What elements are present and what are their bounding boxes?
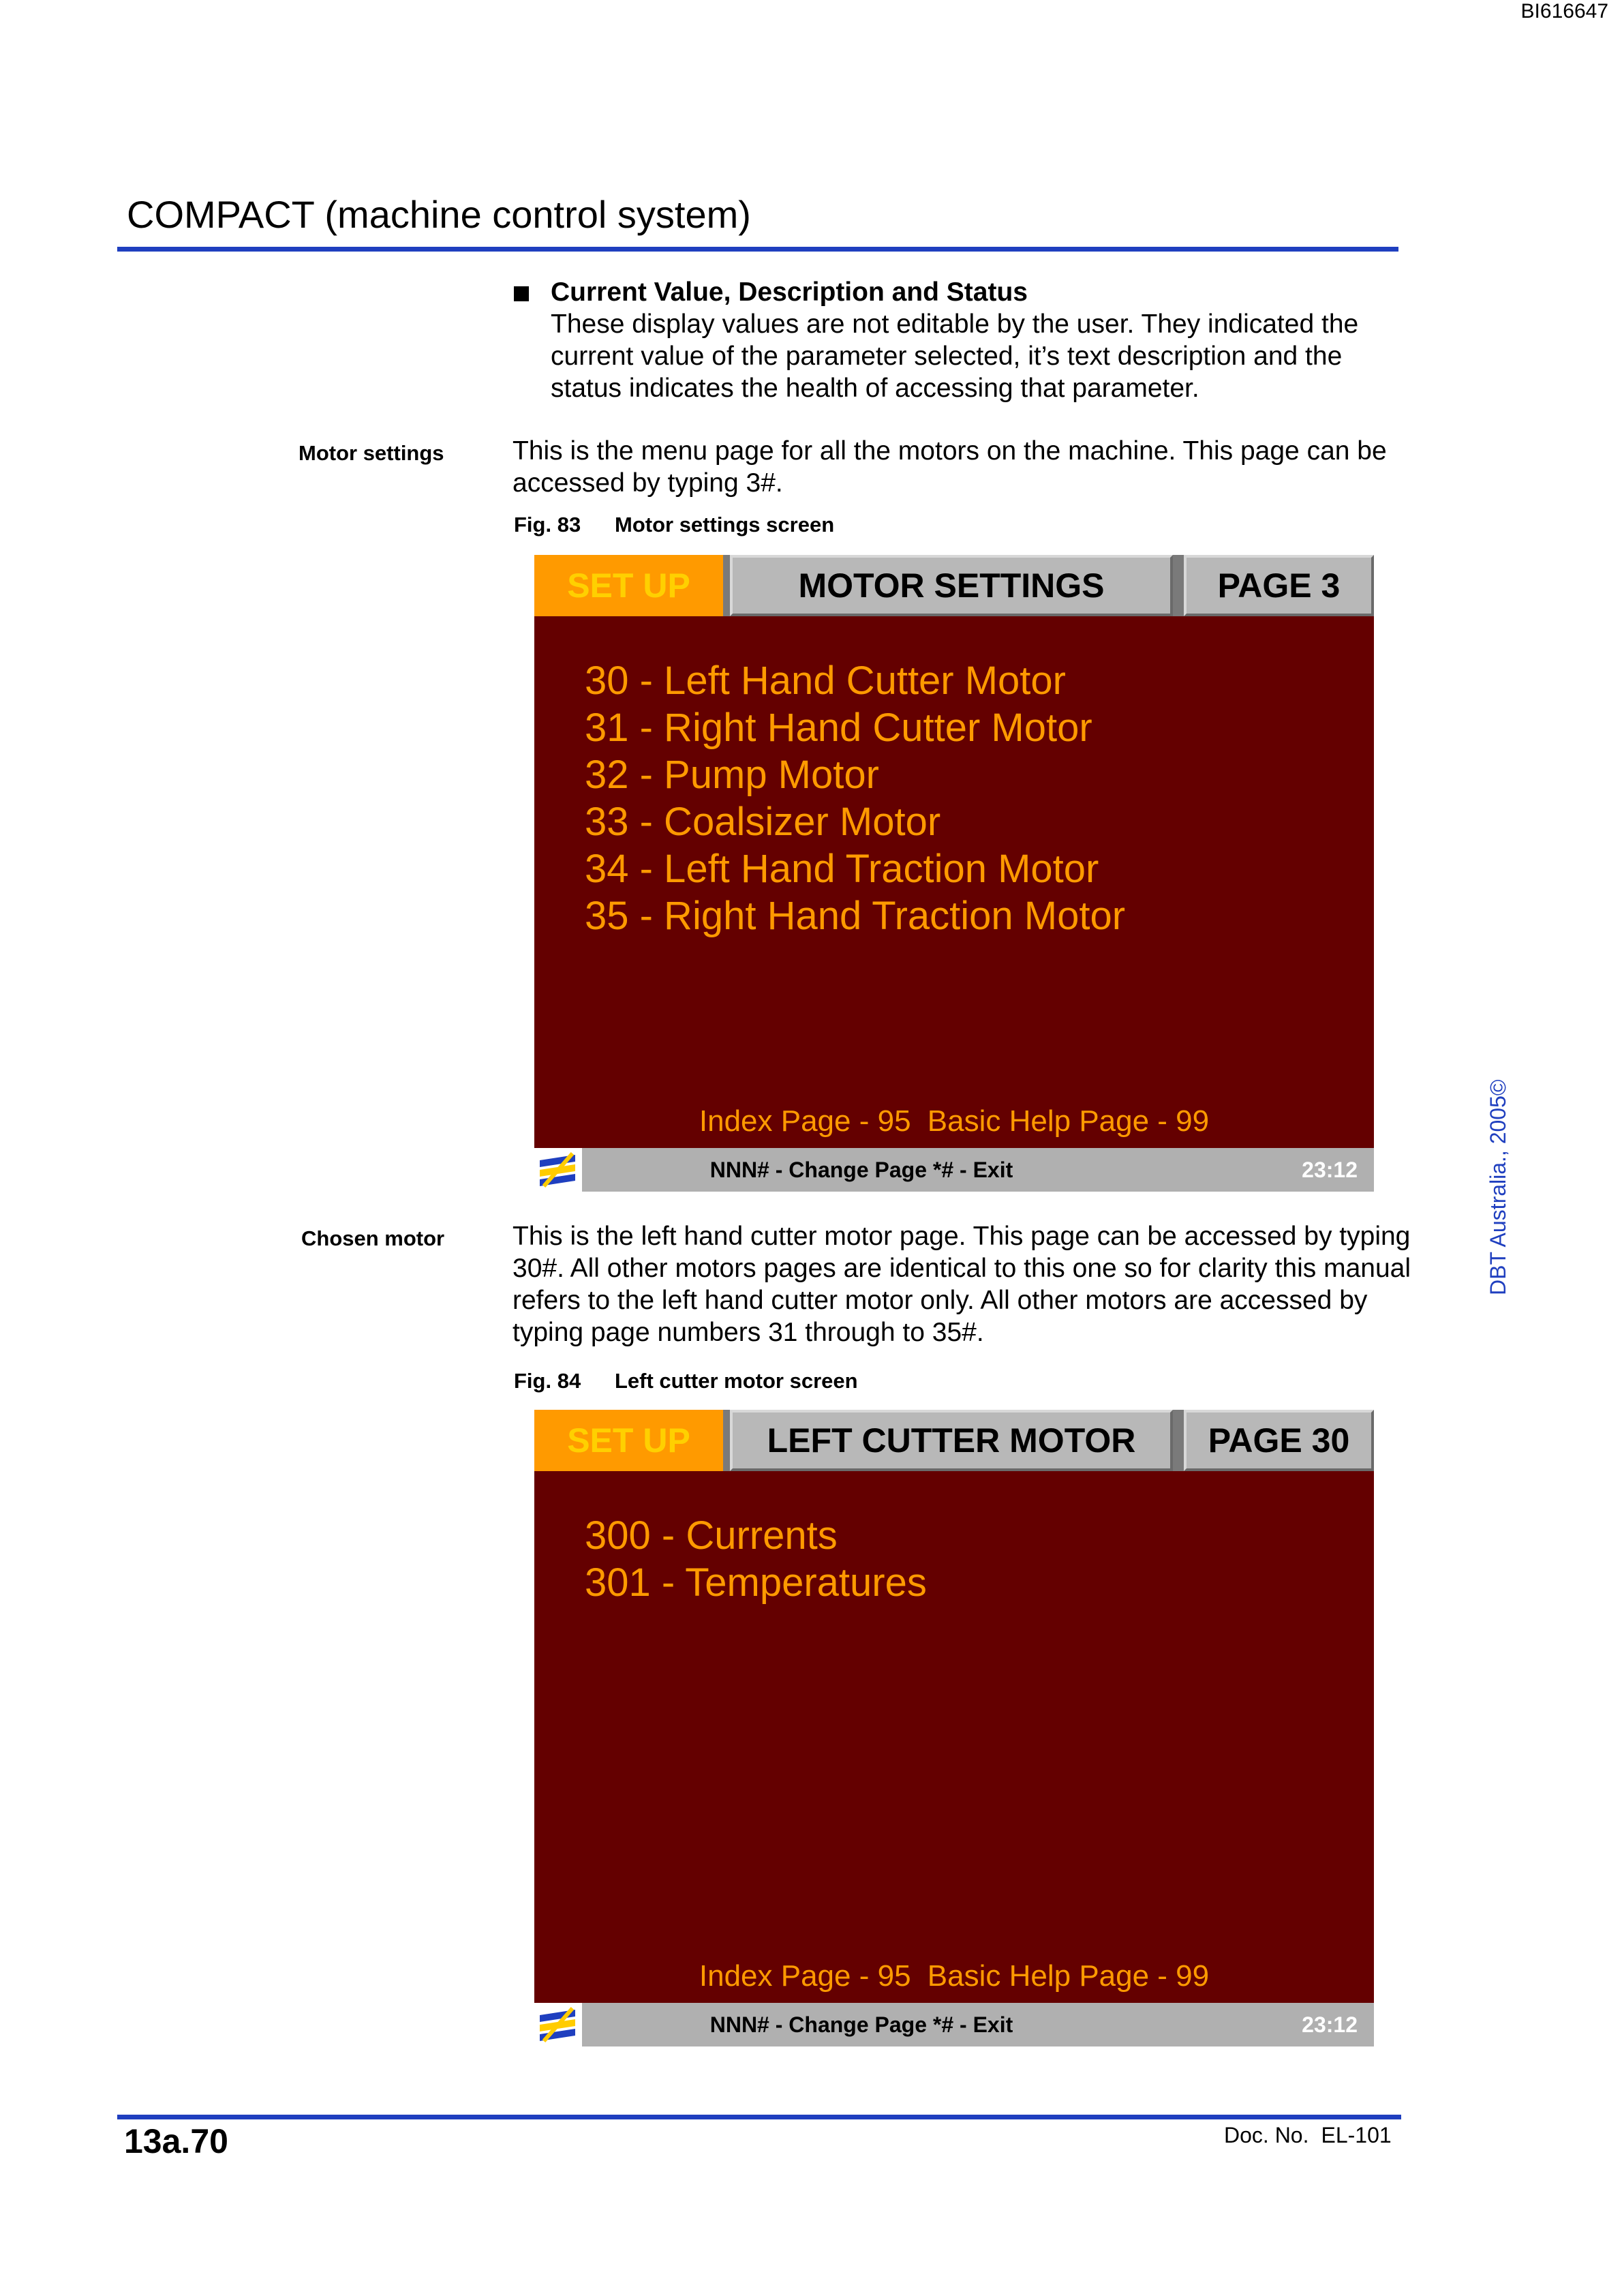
menu-item[interactable]: 34 - Left Hand Traction Motor — [585, 847, 1099, 891]
figure-number: Fig. 84 — [514, 1369, 581, 1393]
header-separator — [723, 555, 730, 616]
clock: 23:12 — [1302, 2012, 1358, 2037]
bullet-block — [551, 276, 1409, 404]
screen-title: MOTOR SETTINGS — [730, 555, 1173, 616]
page-title: COMPACT (machine control system) — [127, 193, 751, 236]
help-line — [534, 1104, 1374, 1138]
left-cutter-motor-screen — [534, 1410, 1374, 2046]
menu-list — [585, 657, 1125, 939]
header-separator — [1173, 1410, 1184, 1471]
index-page-link[interactable]: Index Page - 95 — [699, 1104, 911, 1138]
menu-item[interactable]: 31 - Right Hand Cutter Motor — [585, 706, 1092, 750]
bullet-text: These display values are not editable by the user. They indicated the current value of the parameter selected, it’s text description and the status indicates the health of accessing that parameter. — [551, 309, 1359, 403]
document-number — [1224, 2123, 1392, 2148]
header-separator — [723, 1410, 730, 1471]
header-rule — [117, 247, 1398, 252]
menu-list — [585, 1512, 927, 1606]
setup-tab[interactable]: SET UP — [534, 555, 723, 616]
side-label-motor-settings: Motor settings — [299, 441, 444, 465]
status-bar-text: NNN# - Change Page *# - Exit — [709, 2012, 1013, 2037]
menu-item[interactable]: 300 - Currents — [585, 1513, 838, 1558]
dbt-logo-icon — [534, 2003, 582, 2046]
status-bar — [582, 1148, 1374, 1192]
copyright-note: DBT Australia., 2005© — [1486, 1079, 1510, 1295]
figure-caption-84 — [514, 1369, 858, 1393]
menu-item[interactable]: 301 - Temperatures — [585, 1560, 927, 1605]
basic-help-link[interactable]: Basic Help Page - 99 — [927, 1104, 1210, 1138]
page-indicator: PAGE 30 — [1184, 1410, 1374, 1471]
status-bar-text: NNN# - Change Page *# - Exit — [709, 1158, 1013, 1182]
motor-settings-screen — [534, 555, 1374, 1192]
menu-item[interactable]: 35 - Right Hand Traction Motor — [585, 894, 1126, 938]
figure-number: Fig. 83 — [514, 513, 581, 537]
screen-panel — [534, 616, 1374, 1148]
side-label-chosen-motor: Chosen motor — [301, 1226, 445, 1250]
doc-no-label: Doc. No. — [1224, 2123, 1309, 2147]
dbt-logo-icon — [534, 1148, 582, 1192]
screen-title: LEFT CUTTER MOTOR — [730, 1410, 1173, 1471]
document-id: BI616647 — [1520, 0, 1608, 22]
screen-panel — [534, 1471, 1374, 2003]
setup-tab[interactable]: SET UP — [534, 1410, 723, 1471]
figure-caption-83 — [514, 513, 834, 537]
square-bullet-icon — [514, 286, 529, 301]
footer-rule — [117, 2115, 1401, 2119]
motor-settings-paragraph: This is the menu page for all the motors on the machine. This page can be accessed by typing 3#. — [512, 436, 1387, 498]
figure-title: Left cutter motor screen — [615, 1369, 858, 1393]
menu-item[interactable]: 33 - Coalsizer Motor — [585, 800, 941, 844]
clock: 23:12 — [1302, 1158, 1358, 1182]
menu-item[interactable]: 30 - Left Hand Cutter Motor — [585, 659, 1066, 703]
page-number: 13a.70 — [124, 2122, 228, 2160]
header-separator — [1173, 555, 1184, 616]
menu-item[interactable]: 32 - Pump Motor — [585, 753, 879, 797]
doc-no-value: EL-101 — [1321, 2123, 1392, 2147]
basic-help-link[interactable]: Basic Help Page - 99 — [927, 1959, 1210, 1993]
chosen-motor-paragraph: This is the left hand cutter motor page. This page can be accessed by typing 30#. All other motors pages are identical to this one so for clarity this manual refers to the left hand cutter motor only. All other motors are accessed by typing page numbers 31 through to 35#. — [512, 1222, 1411, 1347]
page-indicator: PAGE 3 — [1184, 555, 1374, 616]
figure-title: Motor settings screen — [615, 513, 835, 537]
status-bar — [582, 2003, 1374, 2046]
help-line — [534, 1959, 1374, 1993]
index-page-link[interactable]: Index Page - 95 — [699, 1959, 911, 1993]
bullet-heading: Current Value, Description and Status — [551, 277, 1028, 307]
